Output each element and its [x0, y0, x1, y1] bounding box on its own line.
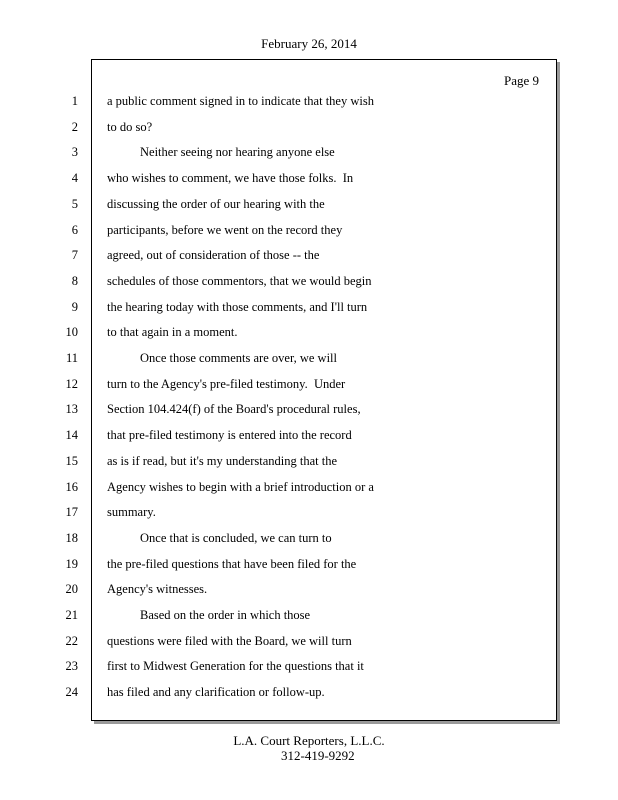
transcript-line-text: turn to the Agency's pre-filed testimony. Under [107, 377, 346, 391]
line-number: 5 [71, 197, 78, 211]
line-number: 10 [65, 325, 78, 339]
transcript-line-text: Based on the order in which those [140, 608, 311, 622]
transcript-line-text: Agency's witnesses. [107, 582, 208, 596]
transcript-line-text: as is if read, but it's my understanding that the [107, 454, 337, 468]
transcript-line-text: Neither seeing nor hearing anyone else [140, 145, 335, 159]
line-number: 19 [65, 557, 78, 571]
line-number: 24 [65, 685, 78, 699]
page-number: Page 9 [503, 73, 539, 88]
transcript-line-text: agreed, out of consideration of those -- the [107, 248, 320, 262]
line-number: 1 [71, 94, 78, 108]
transcript-line-text: Once those comments are over, we will [140, 351, 338, 365]
reporter-company: L.A. Court Reporters, L.L.C. [233, 733, 385, 748]
line-number: 17 [65, 505, 78, 519]
line-number: 16 [65, 480, 78, 494]
line-number: 11 [65, 351, 78, 365]
transcript-line-text: Once that is concluded, we can turn to [140, 531, 332, 545]
transcript-line-text: schedules of those commentors, that we would begin [107, 274, 372, 288]
transcript-line-text: has filed and any clarification or follow-up. [107, 685, 325, 699]
transcript-line-text: to that again in a moment. [107, 325, 238, 339]
line-number: 6 [71, 223, 78, 237]
transcript-line-text: Section 104.424(f) of the Board's procedural rules, [107, 402, 361, 416]
transcript-line-text: first to Midwest Generation for the questions that it [107, 659, 364, 673]
line-number: 15 [65, 454, 78, 468]
line-number: 18 [65, 531, 78, 545]
transcript-line-text: to do so? [107, 120, 153, 134]
transcript-date: February 26, 2014 [261, 36, 357, 51]
line-number: 2 [71, 120, 78, 134]
transcript-line-text: the pre-filed questions that have been filed for the [107, 557, 357, 571]
transcript-line-text: the hearing today with those comments, and I'll turn [107, 300, 368, 314]
transcript-line-text: who wishes to comment, we have those folks. In [107, 171, 354, 185]
line-number: 8 [71, 274, 78, 288]
reporter-phone: 312-419-9292 [281, 748, 355, 763]
line-number: 13 [65, 402, 78, 416]
transcript-line-text: questions were filed with the Board, we will turn [107, 634, 352, 648]
line-number: 12 [65, 377, 78, 391]
line-number: 22 [65, 634, 78, 648]
line-number: 9 [71, 300, 78, 314]
transcript-line-text: Agency wishes to begin with a brief introduction or a [107, 480, 374, 494]
line-number: 3 [71, 145, 78, 159]
line-number: 21 [65, 608, 78, 622]
transcript-line-text: participants, before we went on the record they [107, 223, 343, 237]
transcript-line-text: that pre-filed testimony is entered into the record [107, 428, 352, 442]
line-number: 7 [71, 248, 78, 262]
transcript-line-text: a public comment signed in to indicate that they wish [107, 94, 374, 108]
transcript-line-text: summary. [107, 505, 156, 519]
line-number: 14 [65, 428, 78, 442]
line-number: 23 [65, 659, 78, 673]
line-number: 20 [65, 582, 78, 596]
transcript-line-text: discussing the order of our hearing with the [107, 197, 325, 211]
line-number: 4 [71, 171, 78, 185]
